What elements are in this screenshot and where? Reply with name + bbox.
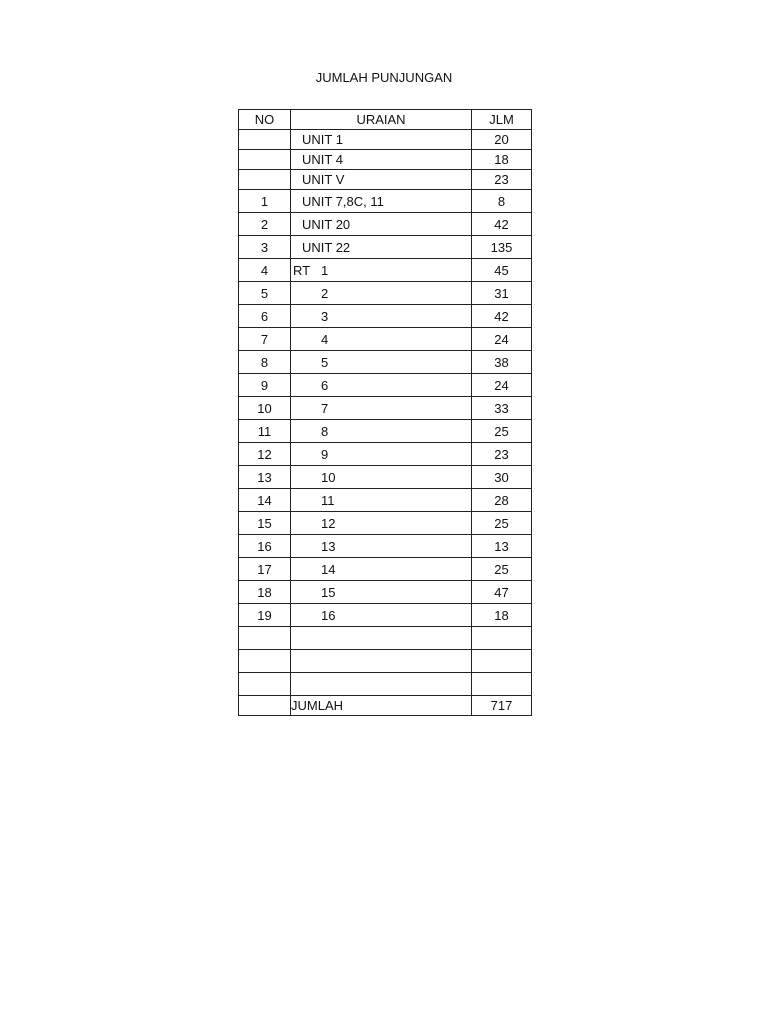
rt-number: 4 [321, 331, 329, 347]
table-row [239, 374, 532, 397]
rt-number: 12 [321, 515, 336, 531]
total-row [239, 696, 532, 716]
row-no: 17 [239, 558, 291, 581]
table-row [239, 351, 532, 374]
header-row [239, 110, 532, 130]
row-uraian [291, 535, 472, 558]
row-no: 4 [239, 259, 291, 282]
table-row [239, 420, 532, 443]
row-no: 10 [239, 397, 291, 420]
row-no [239, 170, 291, 190]
row-uraian [291, 305, 472, 328]
row-jlm: 42 [472, 305, 532, 328]
rt-number: 1 [321, 262, 329, 278]
table-row [239, 604, 532, 627]
row-no: 16 [239, 535, 291, 558]
row-jlm: 33 [472, 397, 532, 420]
table-row [239, 130, 532, 150]
row-jlm: 135 [472, 236, 532, 259]
row-jlm: 20 [472, 130, 532, 150]
row-uraian [291, 627, 472, 650]
rt-number: 10 [321, 469, 336, 485]
table-row [239, 150, 532, 170]
row-no: 12 [239, 443, 291, 466]
row-no [239, 673, 291, 696]
row-no [239, 627, 291, 650]
row-uraian [291, 397, 472, 420]
row-uraian [291, 282, 472, 305]
row-no: 6 [239, 305, 291, 328]
header-jlm: JLM [472, 110, 532, 130]
empty-row [239, 650, 532, 673]
row-jlm: 23 [472, 443, 532, 466]
total-value: 717 [472, 696, 532, 716]
row-no: 3 [239, 236, 291, 259]
row-uraian: UNIT 7,8C, 11 [291, 190, 472, 213]
row-no: 5 [239, 282, 291, 305]
rt-number: 2 [321, 285, 329, 301]
row-uraian [291, 512, 472, 535]
row-jlm: 24 [472, 328, 532, 351]
row-uraian [291, 420, 472, 443]
row-no [239, 130, 291, 150]
table-row [239, 397, 532, 420]
rt-number: 13 [321, 538, 336, 554]
row-jlm: 31 [472, 282, 532, 305]
row-jlm: 45 [472, 259, 532, 282]
total-label: JUMLAH [291, 696, 472, 716]
table-row [239, 259, 532, 282]
row-no: 9 [239, 374, 291, 397]
row-jlm: 28 [472, 489, 532, 512]
table-row [239, 443, 532, 466]
row-jlm: 38 [472, 351, 532, 374]
row-jlm: 13 [472, 535, 532, 558]
row-no: 14 [239, 489, 291, 512]
row-no: 7 [239, 328, 291, 351]
row-jlm: 25 [472, 512, 532, 535]
table-row [239, 170, 532, 190]
row-jlm: 25 [472, 558, 532, 581]
row-uraian [291, 466, 472, 489]
row-jlm: 42 [472, 213, 532, 236]
rt-number: 6 [321, 377, 329, 393]
row-uraian: UNIT 1 [291, 130, 472, 150]
row-uraian: UNIT V [291, 170, 472, 190]
row-jlm [472, 650, 532, 673]
row-no: 11 [239, 420, 291, 443]
row-jlm [472, 627, 532, 650]
visitor-table [238, 109, 532, 716]
row-jlm: 23 [472, 170, 532, 190]
rt-number: 16 [321, 607, 336, 623]
row-uraian [291, 673, 472, 696]
row-uraian [291, 351, 472, 374]
rt-number: 3 [321, 308, 329, 324]
total-no [239, 696, 291, 716]
row-jlm: 18 [472, 604, 532, 627]
rt-number: 15 [321, 584, 336, 600]
row-uraian [291, 443, 472, 466]
row-no: 8 [239, 351, 291, 374]
row-jlm: 25 [472, 420, 532, 443]
row-no: 1 [239, 190, 291, 213]
header-uraian: URAIAN [291, 110, 472, 130]
empty-row [239, 627, 532, 650]
table-row [239, 558, 532, 581]
rt-number: 7 [321, 400, 329, 416]
row-jlm: 8 [472, 190, 532, 213]
row-no: 19 [239, 604, 291, 627]
table-row [239, 282, 532, 305]
row-no: 2 [239, 213, 291, 236]
row-no [239, 150, 291, 170]
row-uraian [291, 328, 472, 351]
row-uraian [291, 581, 472, 604]
row-uraian [291, 259, 472, 282]
row-jlm: 47 [472, 581, 532, 604]
table-row [239, 466, 532, 489]
row-jlm: 30 [472, 466, 532, 489]
table-row [239, 236, 532, 259]
table-row [239, 535, 532, 558]
row-jlm: 24 [472, 374, 532, 397]
rt-number: 5 [321, 354, 329, 370]
page-title: JUMLAH PUNJUNGAN [315, 70, 453, 85]
row-no: 15 [239, 512, 291, 535]
rt-number: 9 [321, 446, 329, 462]
table-row [239, 190, 532, 213]
rt-number: 8 [321, 423, 329, 439]
rt-number: 11 [321, 492, 335, 508]
row-uraian [291, 489, 472, 512]
row-uraian [291, 374, 472, 397]
table-row [239, 581, 532, 604]
row-no: 13 [239, 466, 291, 489]
row-uraian: UNIT 4 [291, 150, 472, 170]
row-no: 18 [239, 581, 291, 604]
header-no: NO [239, 110, 291, 130]
table-row [239, 489, 532, 512]
rt-number: 14 [321, 561, 336, 577]
table-row [239, 213, 532, 236]
rt-label: RT [293, 262, 311, 278]
row-jlm [472, 673, 532, 696]
row-uraian [291, 650, 472, 673]
table-row [239, 328, 532, 351]
table-row [239, 512, 532, 535]
row-uraian [291, 604, 472, 627]
table-row [239, 305, 532, 328]
row-uraian: UNIT 22 [291, 236, 472, 259]
empty-row [239, 673, 532, 696]
row-no [239, 650, 291, 673]
row-uraian [291, 558, 472, 581]
row-jlm: 18 [472, 150, 532, 170]
row-uraian: UNIT 20 [291, 213, 472, 236]
